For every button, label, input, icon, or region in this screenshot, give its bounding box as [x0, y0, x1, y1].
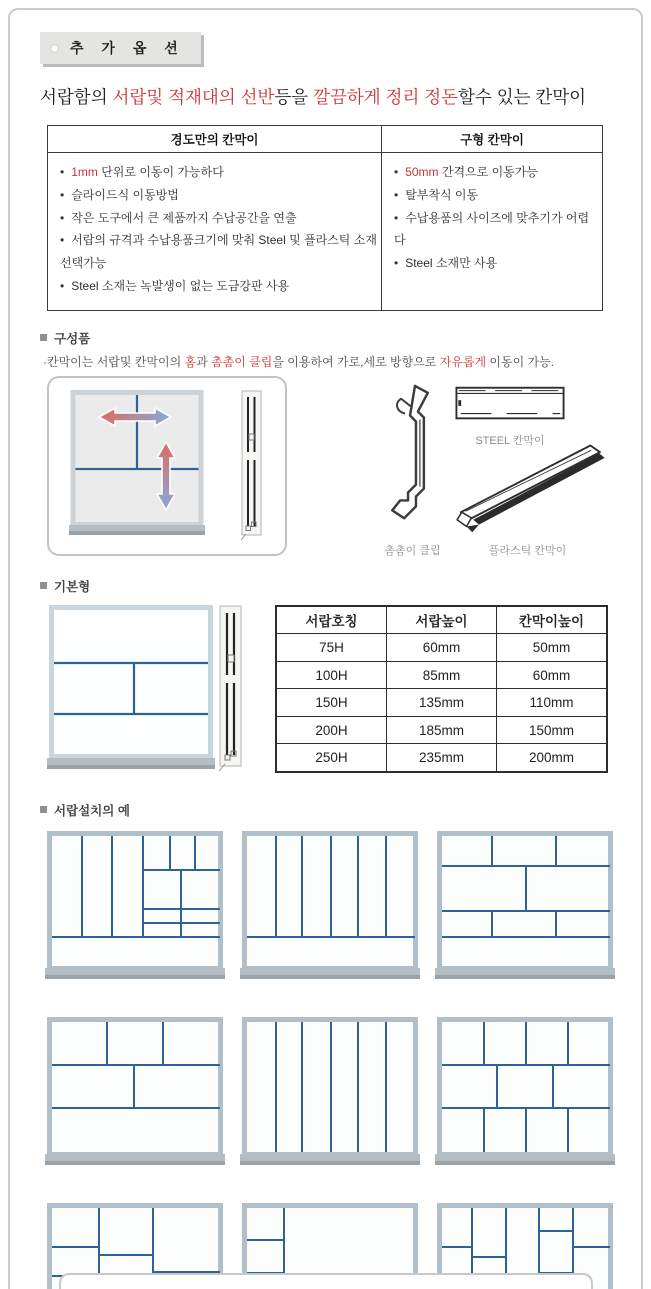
steel-divider-label: STEEL 칸막이	[475, 434, 545, 447]
drawer-example-5	[240, 1017, 420, 1169]
compare-cell-right	[382, 153, 603, 311]
divider-profile-icon	[219, 605, 243, 773]
plastic-divider-label: 플라스틱 칸막이	[488, 544, 567, 557]
feature-list	[60, 161, 377, 298]
size-table	[275, 605, 608, 773]
clip-illustration	[375, 378, 450, 536]
clip-label: 촘촘이 클립	[384, 544, 441, 557]
badge-label: 추 가 옵 션	[70, 40, 185, 56]
feature-item: • 서랍의 규격과 수납용품크기에 맞춰 Steel 및 플라스틱 소재 선택가능	[60, 229, 377, 275]
size-table-header: 서랍높이	[387, 606, 497, 634]
drawer-example-3	[435, 831, 615, 983]
comparison-table	[47, 125, 603, 311]
section-badge	[40, 32, 201, 64]
feature-item: • 50mm 간격으로 이동가능	[394, 161, 598, 184]
table-row: 150H 135mm 110mm	[276, 689, 607, 717]
bullet-dot-icon	[50, 44, 59, 53]
drawer-example-2	[240, 831, 420, 983]
plastic-divider-illustration	[448, 436, 608, 536]
square-marker-icon	[40, 334, 47, 341]
components-description: ·칸막이는 서랍및 칸막이의 홈과 촘촘이 클립을 이용하여 가로,세로 방향으로 자유롭게 이동이 가능.	[43, 354, 555, 369]
table-row: 100H 85mm 60mm	[276, 661, 607, 689]
section-heading-components: 구성품	[40, 329, 641, 347]
square-marker-icon	[40, 582, 47, 589]
plastic-divider-part	[445, 436, 610, 558]
compare-header-right: 구형 칸막이	[382, 126, 603, 153]
feature-item: • 1mm 단위로 이동이 가능하다	[60, 161, 377, 184]
feature-item: • 슬라이드식 이동방법	[60, 184, 377, 207]
catalog-page	[8, 8, 643, 1289]
section-heading-examples: 서랍설치의 예	[40, 801, 641, 819]
drawer-move-diagram	[69, 390, 209, 540]
table-row: 250H 235mm 200mm	[276, 744, 607, 772]
feature-list	[394, 161, 598, 275]
table-row: 75H 60mm 50mm	[276, 634, 607, 662]
basic-drawer-diagram	[47, 605, 215, 775]
feature-item: • 작은 도구에서 큰 제품까지 수납공간을 연출	[60, 207, 377, 230]
section-heading-basic: 기본형	[40, 577, 641, 595]
compare-cell-left	[48, 153, 382, 311]
examples-grid	[45, 831, 641, 1289]
clip-part	[370, 378, 455, 558]
components-diagrams	[47, 376, 641, 561]
feature-item: • 탈부착식 이동	[394, 184, 598, 207]
basic-section	[47, 603, 641, 783]
feature-item: • Steel 소재만 사용	[394, 252, 598, 275]
movement-diagram-box	[47, 376, 287, 556]
drawer-example-4	[45, 1017, 225, 1169]
table-row: 200H 185mm 150mm	[276, 716, 607, 744]
feature-item: • Steel 소재는 녹발생이 없는 도금강판 사용	[60, 275, 377, 298]
next-section-box	[59, 1273, 593, 1289]
steel-divider-illustration	[454, 382, 566, 426]
size-table-header: 서랍호칭	[276, 606, 387, 634]
compare-header-left: 경도만의 칸막이	[48, 126, 382, 153]
divider-profile-icon	[241, 390, 263, 542]
page-title: 서랍함의 서랍및 적재대의 선반등을 깔끔하게 정리 정돈할수 있는 칸막이	[40, 87, 587, 107]
drawer-example-1	[45, 831, 225, 983]
feature-item: • 수납용품의 사이즈에 맞추기가 어렵다	[394, 207, 598, 253]
drawer-example-6	[435, 1017, 615, 1169]
square-marker-icon	[40, 806, 47, 813]
size-table-header: 칸막이높이	[497, 606, 608, 634]
